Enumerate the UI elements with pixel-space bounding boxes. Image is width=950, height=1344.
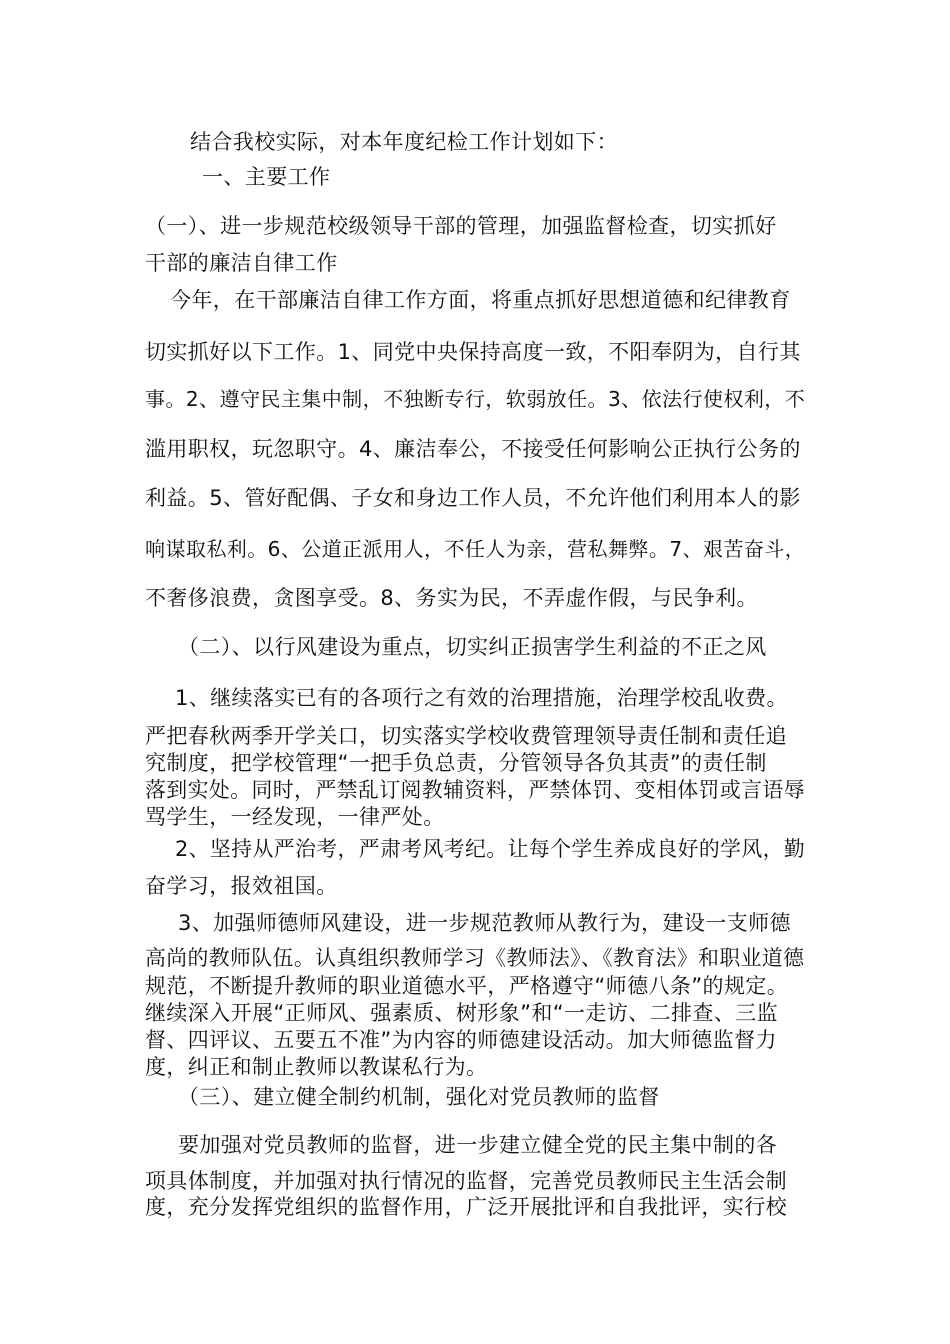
text-line: 项具体制度，并加强对执行情况的监督，完善党员教师民主生活会制: [145, 1169, 787, 1193]
text-line: 继续深入开展“正师风、强素质、树形象”和“一走访、二排查、三监: [145, 1001, 779, 1025]
subsection-heading: （三）、建立健全制约机制，强化对党员教师的监督: [178, 1085, 660, 1109]
text-line: 奋学习，报效祖国。: [145, 874, 338, 898]
text-line: 究制度，把学校管理“一把手负总责，分管领导各负其责”的责任制: [145, 751, 767, 775]
text-line: 事。2、遵守民主集中制，不独断专行，软弱放任。3、依法行使权利，不: [145, 387, 806, 411]
text-line: 3、加强师德师风建设，进一步规范教师从教行为，建设一支师德: [178, 911, 791, 935]
text-line: 度，充分发挥党组织的监督作用，广泛开展批评和自我批评，实行校: [145, 1195, 787, 1219]
section-heading: 一、主要工作: [202, 165, 331, 189]
text-line: 滥用职权，玩忽职守。4、廉洁奉公，不接受任何影响公正执行公务的: [145, 437, 801, 461]
text-line: 响谋取私利。6、公道正派用人，不任人为亲，营私舞弊。7、艰苦奋斗，: [145, 537, 806, 561]
text-line: 要加强对党员教师的监督，进一步建立健全党的民主集中制的各: [178, 1133, 778, 1157]
text-line: 利益。5、管好配偶、子女和身边工作人员，不允许他们利用本人的影: [145, 486, 801, 510]
text-line: 度，纠正和制止教师以教谋私行为。: [145, 1055, 488, 1079]
text-line: 1、继续落实已有的各项行之有效的治理措施，治理学校乱收费。: [175, 686, 788, 710]
text-line: 结合我校实际，对本年度纪检工作计划如下：: [190, 130, 618, 154]
subsection-heading: 干部的廉洁自律工作: [145, 251, 338, 275]
text-line: 督、四评议、五要五不准”为内容的师德建设活动。加大师德监督力: [145, 1028, 777, 1052]
text-line: 2、坚持从严治考，严肃考风考纪。让每个学生养成良好的学风，勤: [175, 837, 806, 861]
text-line: 高尚的教师队伍。认真组织教师学习《教师法》、《教育法》和职业道德: [145, 946, 805, 970]
text-line: 不奢侈浪费，贪图享受。8、务实为民，不弄虚作假，与民争利。: [145, 586, 758, 610]
subsection-heading: （一）、进一步规范校级领导干部的管理，加强监督检查，切实抓好: [145, 214, 777, 238]
text-line: 落到实处。同时，严禁乱订阅教辅资料，严禁体罚、变相体罚或言语辱: [145, 778, 806, 802]
text-line: 骂学生，一经发现，一律严处。: [145, 805, 445, 829]
subsection-heading: （二）、以行风建设为重点，切实纠正损害学生利益的不正之风: [178, 635, 767, 659]
text-line: 严把春秋两季开学关口，切实落实学校收费管理领导责任制和责任追: [145, 724, 787, 748]
text-line: 规范，不断提升教师的职业道德水平，严格遵守“师德八条”的规定。: [145, 974, 789, 998]
text-line: 切实抓好以下工作。1、同党中央保持高度一致，不阳奉阴为，自行其: [145, 340, 801, 364]
text-line: 今年，在干部廉洁自律工作方面，将重点抓好思想道德和纪律教育: [170, 288, 791, 312]
